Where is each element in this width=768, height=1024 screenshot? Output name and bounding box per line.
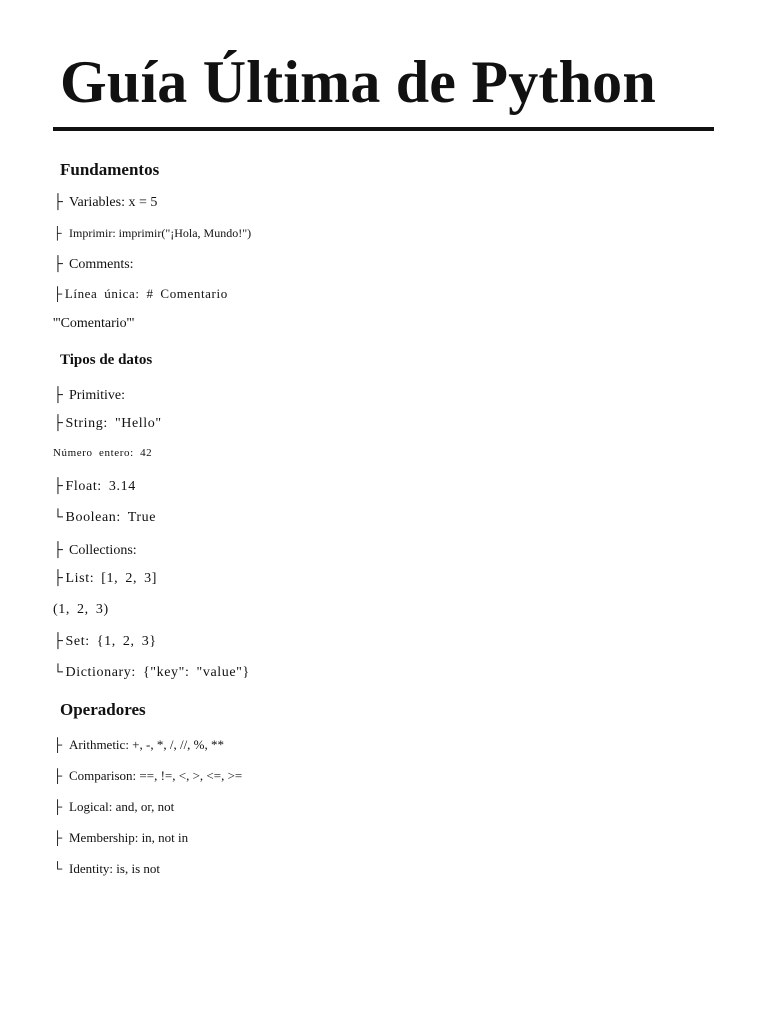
list-item-text: Variables: x = 5: [69, 195, 158, 210]
tree-branch-glyph: ├: [53, 286, 63, 301]
list-item-text: Membership: in, not in: [69, 830, 189, 845]
section-heading-fundamentos: Fundamentos: [60, 160, 160, 179]
list-item: [53, 738, 224, 751]
list-item-text: Línea única: # Comentario: [64, 286, 228, 301]
list-item-text: Identity: is, is not: [69, 861, 160, 876]
list-item-text: Boolean: True: [65, 510, 157, 525]
list-item: [53, 511, 156, 525]
tree-branch-glyph: ├: [53, 737, 63, 752]
list-item: [53, 862, 160, 875]
page-title: Guía Última de Python: [60, 49, 656, 115]
list-item-text: Comments:: [69, 257, 134, 272]
list-item: [53, 448, 152, 459]
tree-branch-glyph: ├: [53, 257, 63, 272]
tree-branch-glyph: ├: [53, 416, 64, 431]
tree-corner-glyph: └: [53, 665, 64, 680]
list-item: [53, 389, 125, 403]
list-item-text: Collections:: [69, 543, 137, 558]
list-item: [53, 572, 157, 586]
list-item-text: '''Comentario''': [53, 316, 135, 331]
list-item-text: Float: 3.14: [65, 479, 136, 494]
tree-branch-glyph: ├: [53, 768, 63, 783]
list-item: [53, 287, 228, 300]
section-heading-operadores: Operadores: [60, 700, 146, 719]
list-item: [53, 258, 134, 272]
title-underline: [53, 127, 714, 131]
tree-corner-glyph: └: [53, 510, 64, 525]
list-item: [53, 635, 157, 649]
tree-branch-glyph: ├: [53, 479, 64, 494]
list-item: [53, 480, 136, 494]
list-item: [53, 831, 188, 844]
list-item-text: Primitive:: [69, 388, 125, 403]
tree-branch-glyph: ├: [53, 799, 63, 814]
tree-branch-glyph: ├: [53, 830, 63, 845]
list-item-text: Imprimir: imprimir("¡Hola, Mundo!"): [69, 226, 252, 240]
list-item-text: String: "Hello": [65, 416, 162, 431]
tree-branch-glyph: ├: [53, 388, 63, 403]
list-item-text: Dictionary: {"key": "value"}: [65, 665, 250, 680]
tree-branch-glyph: ├: [53, 195, 63, 210]
tree-branch-glyph: ├: [53, 226, 62, 240]
tree-branch-glyph: ├: [53, 571, 64, 586]
section-heading-tipos-de-datos: Tipos de datos: [60, 352, 153, 368]
tree-branch-glyph: ├: [53, 543, 63, 558]
list-item-text: (1, 2, 3): [53, 602, 109, 617]
list-item-text: Número entero: 42: [53, 447, 153, 459]
list-item-text: Comparison: ==, !=, <, >, <=, >=: [69, 768, 243, 783]
list-item: [53, 666, 250, 680]
list-item: [53, 227, 251, 239]
list-item: [53, 196, 157, 210]
list-item: [53, 544, 137, 558]
list-item: [53, 800, 174, 813]
list-item-text: List: [1, 2, 3]: [65, 571, 158, 586]
list-item: [53, 603, 109, 617]
list-item: [53, 417, 162, 431]
list-item-text: Logical: and, or, not: [69, 799, 175, 814]
list-item: [53, 769, 242, 782]
list-item-text: Arithmetic: +, -, *, /, //, %, **: [69, 737, 225, 752]
list-item: [53, 317, 134, 331]
list-item-text: Set: {1, 2, 3}: [65, 634, 157, 649]
tree-corner-glyph: └: [53, 861, 63, 876]
tree-branch-glyph: ├: [53, 634, 64, 649]
